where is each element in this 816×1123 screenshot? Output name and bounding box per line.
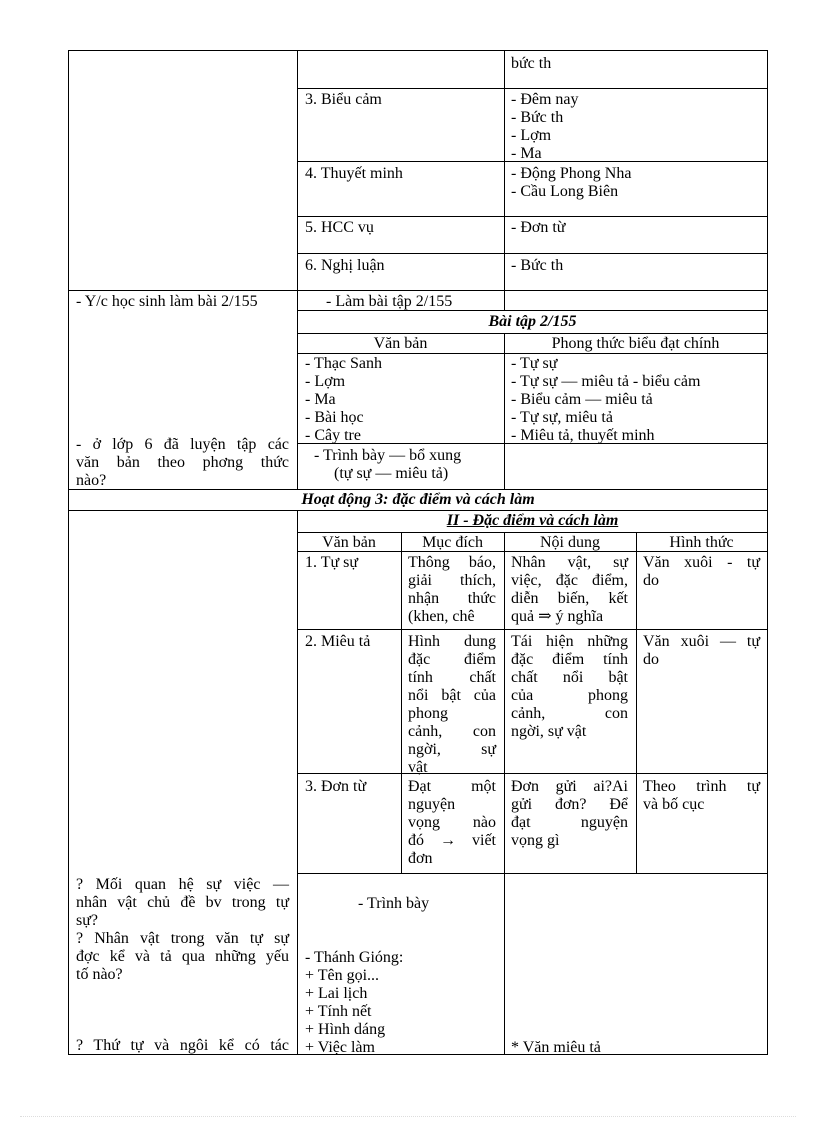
answer-present: - Trình bày — bổ xung (tự sự — miêu tả) [314, 447, 462, 482]
descriptive-note: * Văn miêu tả [511, 1039, 601, 1056]
genre-label: 6. Nghị luận [305, 257, 385, 274]
text-list: - Thạc Sanh - Lợm - Ma - Bài học - Cây tre [305, 355, 383, 444]
genre-label: 5. HCC vụ [305, 219, 374, 236]
genre-example: bức th [511, 55, 552, 72]
purpose-cell: Thông báo, giải thích, nhận thức (khen, chê [408, 554, 496, 625]
header-text: Văn bản [322, 534, 376, 551]
activity-heading: Hoạt động 3: đặc điểm và cách làm [301, 491, 535, 508]
question-list: ? Mối quan hệ sự việc — nhân vật chủ đề bv trong tự sự? ? Nhân vật trong văn tự sự đợc kể và tả qua những yếu tố nào? [76, 876, 289, 983]
genre-label: 3. Biểu cảm [305, 91, 382, 108]
col-header-mode: Phong thức biểu đạt chính [551, 335, 720, 352]
genre-example: - Đơn từ [511, 219, 566, 236]
question-order: ? Thứ tự và ngôi kể có tác [76, 1037, 289, 1054]
genre-label: 4. Thuyết minh [305, 165, 403, 182]
genre-example: - Bức th [511, 257, 564, 274]
form-cell: Văn xuôi — tự do [643, 633, 760, 668]
thanh-giong-list: - Thánh Gióng: + Tên gọi... + Lai lịch + Tính nết + Hình dáng + Việc làm [305, 949, 404, 1056]
teacher-request: - Y/c học sinh làm bài 2/155 [76, 293, 258, 310]
header-purpose: Mục đích [422, 534, 483, 551]
content-cell: Nhân vật, sự việc, đặc điểm, diễn biến, kết quả ⇒ ý nghĩa [511, 554, 628, 625]
header-form: Hình thức [669, 534, 734, 551]
section-heading: II - Đặc điểm và cách làm [446, 512, 619, 529]
genre-name: 3. Đơn từ [305, 778, 367, 795]
col-header-text: Văn bản [373, 335, 428, 352]
page-bottom-rule [20, 1116, 796, 1117]
genre-examples: - Đêm nay - Bức th - Lợm - Ma [511, 91, 579, 162]
content-cell: Tái hiện những đặc điểm tính chất nổi bật của phong cảnh, con ngời, sự vật [511, 633, 628, 740]
genre-examples: - Động Phong Nha - Cầu Long Biên [511, 165, 632, 200]
student-task: - Làm bài tập 2/155 [326, 293, 453, 310]
present-label: - Trình bày [358, 895, 430, 912]
exercise-title: Bài tập 2/155 [488, 313, 577, 330]
form-cell: Văn xuôi - tự do [643, 554, 760, 589]
header-content: Nội dung [540, 534, 600, 551]
purpose-cell: Đạt một nguyện vọng nào đó → viết đơn [408, 778, 496, 867]
content-cell: Đơn gửi ai?Ai gửi đơn? Để đạt nguyện vọng gì [511, 778, 628, 849]
question-grade6: - ở lớp 6 đã luyện tập các văn bản theo phơng thức nào? [76, 436, 289, 489]
genre-name: 2. Miêu tả [305, 633, 371, 650]
genre-name: 1. Tự sự [305, 554, 359, 571]
mode-list: - Tự sự - Tự sự — miêu tả - biểu cảm - Biểu cảm — miêu tả - Tự sự, miêu tả - Miêu tả, thuyết minh [511, 355, 701, 444]
form-cell: Theo trình tự và bố cục [643, 778, 760, 813]
purpose-cell: Hình dung đặc điểm tính chất nổi bật của phong cảnh, con ngời, sự vật [408, 633, 496, 776]
